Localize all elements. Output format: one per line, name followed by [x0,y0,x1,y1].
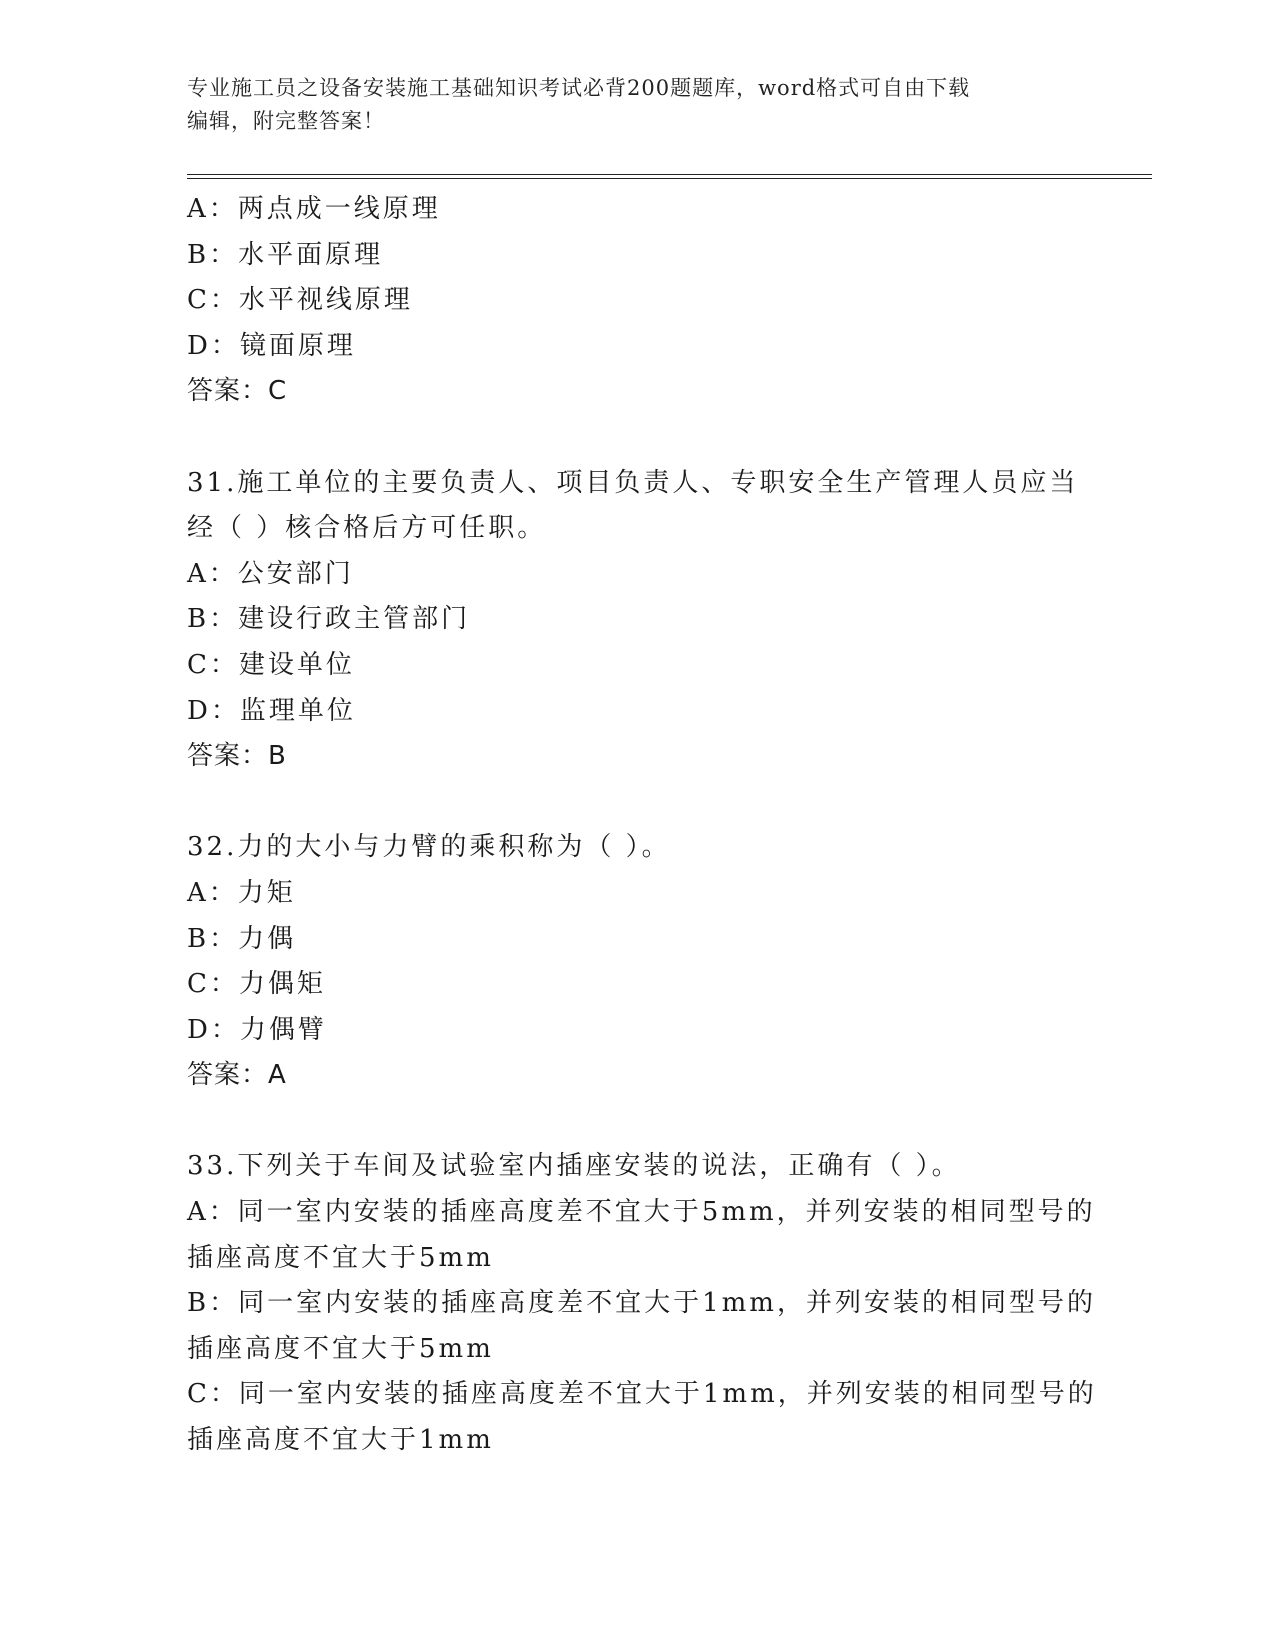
answer: 答案：A [187,1060,287,1091]
spacer [187,780,1097,826]
option-b-continued: 插座高度不宜大于5mm [187,1333,494,1364]
answer: 答案：C [187,376,288,407]
question-31 [187,461,1097,780]
question-text: 33.下列关于车间及试验室内插座安装的说法，正确有（ ）。 [187,1151,961,1182]
question-text: 31.施工单位的主要负责人、项目负责人、专职安全生产管理人员应当 [187,467,1079,498]
option-d: D：镜面原理 [187,330,356,361]
option-b: B：水平面原理 [187,239,384,270]
header-line-1: 专业施工员之设备安装施工基础知识考试必背200题题库，word格式可自由下载 [187,76,971,100]
spacer [187,415,1097,461]
option-a: A：公安部门 [187,558,354,589]
option-c: C：力偶矩 [187,969,326,1000]
option-b: B：建设行政主管部门 [187,604,471,635]
question-text-continued: 经（ ）核合格后方可任职。 [187,513,547,544]
question-list [187,187,1097,1464]
option-d: D：监理单位 [187,695,356,726]
option-a-continued: 插座高度不宜大于5mm [187,1242,494,1273]
option-d: D：力偶臂 [187,1014,327,1045]
option-b: B：力偶 [187,923,297,954]
option-c: C：建设单位 [187,649,355,680]
question-30 [187,187,1097,415]
spacer [187,1099,1097,1145]
header-divider [187,174,1152,179]
option-b: B：同一室内安装的插座高度差不宜大于1mm，并列安装的相同型号的 [187,1288,1096,1319]
option-c: C：水平视线原理 [187,285,413,316]
answer: 答案：B [187,741,287,772]
option-a: A：力矩 [187,877,296,908]
question-32 [187,825,1097,1099]
option-c: C：同一室内安装的插座高度差不宜大于1mm，并列安装的相同型号的 [187,1379,1097,1410]
option-a: A：同一室内安装的插座高度差不宜大于5mm，并列安装的相同型号的 [187,1197,1096,1228]
document-header [187,72,1087,138]
header-line-2: 编辑，附完整答案！ [187,109,385,133]
question-33 [187,1144,1097,1463]
option-a: A：两点成一线原理 [187,194,441,224]
question-text: 32.力的大小与力臂的乘积称为（ ）。 [187,832,671,863]
option-c-continued: 插座高度不宜大于1mm [187,1425,494,1456]
